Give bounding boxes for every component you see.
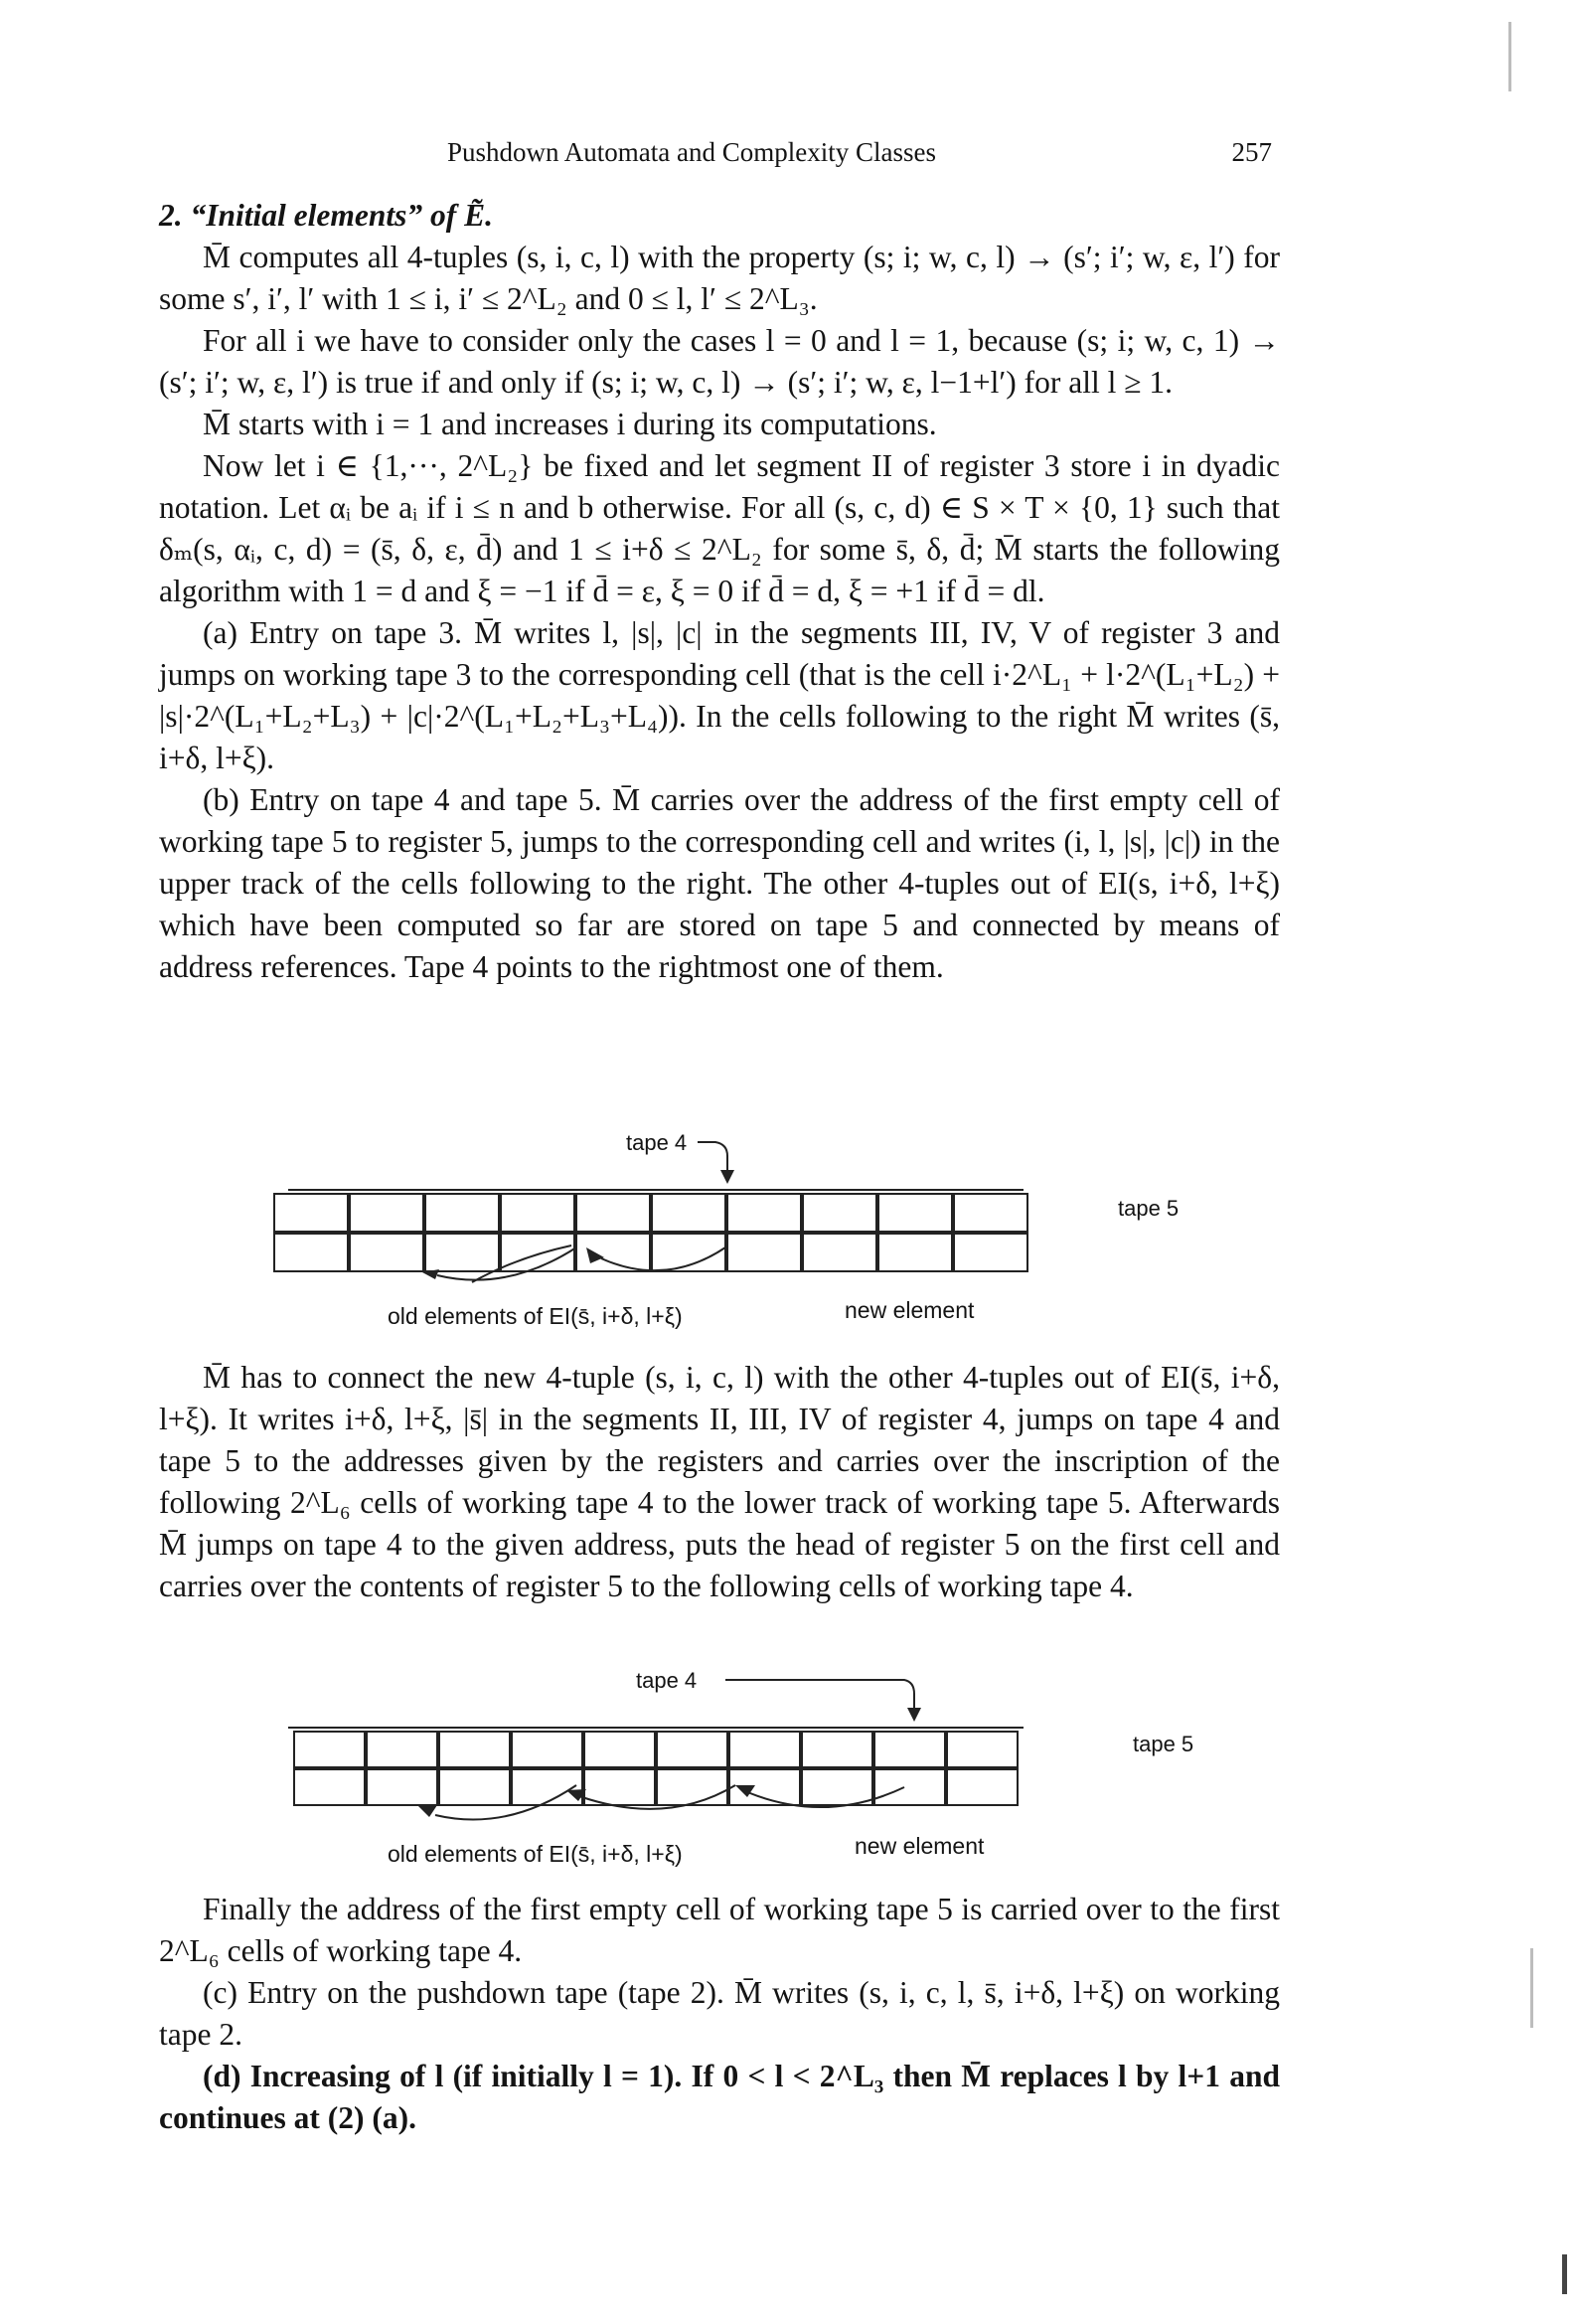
tape5-label: tape 5 (1133, 1732, 1194, 1756)
tape-cell (583, 1731, 656, 1768)
text-block-1 (159, 195, 1280, 988)
scan-edge-mark (1562, 2254, 1567, 2294)
tape-cell (500, 1233, 575, 1272)
tape-cell (366, 1731, 438, 1768)
tape-cell (349, 1193, 424, 1233)
scan-edge-mark (1508, 22, 1511, 91)
text-block-3 (159, 1889, 1280, 2139)
tape-cell (424, 1193, 500, 1233)
tape-cell (801, 1731, 873, 1768)
tape-cell (293, 1731, 366, 1768)
paragraph: Now let i ∈ {1,···, 2^L₂} be fixed and let segment II of register 3 store i in dyadic notation. Let αᵢ be aᵢ if i ≤ n and b otherwise. For all (s, c, d) ∈ S × T × {0, 1} such that δₘ(s, αᵢ, c, d) = (s̄, δ, ε, d̄) and 1 ≤ i+δ ≤ 2^L₂ for some s̄, δ, d̄; M̄ starts the following algorithm with 1 = d and ξ = −1 if d̄ = ε, ξ = 0 if d̄ = d, ξ = +1 if d̄ = dl. (159, 448, 1280, 608)
running-title: Pushdown Automata and Complexity Classes (447, 137, 936, 167)
paragraph: (a) Entry on tape 3. M̄ writes l, |s|, |c| in the segments III, IV, V of register 3 and jumps on working tape 3 to the corresponding cell (that is the cell i·2^L₁ + l·2^(L₁+L₂) + |s|·2^(L₁+L₂+L₃) + |c|·2^(L₁+L₂+L₃+L₄)). In the cells following to the right M̄ writes (s̄, i+δ, l+ξ). (159, 615, 1280, 775)
tape-cell (877, 1193, 953, 1233)
tape4-label: tape 4 (636, 1668, 698, 1693)
tape-cell (500, 1193, 575, 1233)
tape-cell (728, 1768, 801, 1806)
tape-cell (728, 1731, 801, 1768)
section-heading: 2. “Initial elements” of Ẽ. (159, 198, 494, 233)
tape-cell (583, 1768, 656, 1806)
paragraph: M̄ computes all 4-tuples (s, i, c, l) with the property (s; i; w, c, l) → (s′; i′; w, ε, l′) for some s′, i′, l′ with 1 ≤ i, i′ ≤ 2^L₂ and 0 ≤ l, l′ ≤ 2^L₃. (159, 240, 1280, 316)
paragraph: For all i we have to consider only the cases l = 0 and l = 1, because (s; i; w, c, 1) → (s′; i′; w, ε, l′) is true if and only if (s; i; w, c, l) → (s′; i′; w, ε, l−1+l′) for all l ≥ 1. (159, 323, 1280, 400)
new-element-caption: new element (855, 1833, 985, 1859)
paragraph: M̄ has to connect the new 4-tuple (s, i, c, l) with the other 4-tuples out of EI(s̄, i+δ, l+ξ). It writes i+δ, l+ξ, |s̄| in the segments II, III, IV of register 4, jumps on tape 4 and tape 5 to the addresses given by the registers and carries over the inscription of the following 2^L₆ cells of working tape 4 to the lower track of working tape 5. Afterwards M̄ jumps on tape 4 to the given address, puts the head of register 5 on the first cell and carries over the contents of register 5 to the following cells of working tape 4. (159, 1360, 1280, 1603)
tape-cell (802, 1233, 877, 1272)
tape-5-grid (273, 1193, 1028, 1272)
paragraph: (c) Entry on the pushdown tape (tape 2). M̄ writes (s, i, c, l, s̄, i+δ, l+ξ) on working tape 2. (159, 1975, 1280, 2052)
tape-cell (424, 1233, 500, 1272)
paragraph: (d) Increasing of l (if initially l = 1). If 0 < l < 2^L₃ then M̄ replaces l by l+1 and continues at (2) (a). (159, 2059, 1280, 2135)
tape-cell (946, 1768, 1019, 1806)
tape-cell (726, 1233, 802, 1272)
tape-cell (575, 1233, 651, 1272)
tape4-label: tape 4 (626, 1130, 688, 1155)
tape-cell (656, 1731, 728, 1768)
tape-cell (293, 1768, 366, 1806)
tape-cell (946, 1731, 1019, 1768)
tape-cell (873, 1768, 946, 1806)
tape-cell (438, 1768, 511, 1806)
tape-cell (273, 1193, 349, 1233)
new-element-caption: new element (845, 1297, 975, 1323)
tape-cell (511, 1768, 583, 1806)
tape-cell (953, 1193, 1028, 1233)
tape-cell (801, 1768, 873, 1806)
tape-cell (877, 1233, 953, 1272)
tape-cell (873, 1731, 946, 1768)
figure-1 (268, 1118, 1222, 1337)
tape-cell (651, 1233, 726, 1272)
tape-cell (273, 1233, 349, 1272)
tape-cell (726, 1193, 802, 1233)
old-elements-caption: old elements of EI(s̄, i+δ, l+ξ) (388, 1303, 683, 1329)
old-elements-caption: old elements of EI(s̄, i+δ, l+ξ) (388, 1841, 683, 1867)
tape-cell (953, 1233, 1028, 1272)
tape-cell (511, 1731, 583, 1768)
tape-cell (438, 1731, 511, 1768)
tape-cell (802, 1193, 877, 1233)
paragraph: M̄ starts with i = 1 and increases i during its computations. (203, 407, 937, 441)
tape-cell (656, 1768, 728, 1806)
tape5-label: tape 5 (1118, 1196, 1180, 1221)
tape-cell (366, 1768, 438, 1806)
paragraph: (b) Entry on tape 4 and tape 5. M̄ carries over the address of the first empty cell of working tape 5 to register 5, jumps to the corresponding cell and writes (i, l, |s|, |c|) in the upper track of the cells following to the right. The other 4-tuples out of EI(s, i+δ, l+ξ) which have been computed so far are stored on tape 5 and connected by means of address references. Tape 4 points to the rightmost one of them. (159, 782, 1280, 984)
page-number: 257 (1231, 137, 1272, 167)
tape-cell (349, 1233, 424, 1272)
tape-cell (651, 1193, 726, 1233)
figure-2 (268, 1658, 1222, 1877)
scan-edge-mark (1530, 1948, 1533, 2028)
tape-cell (575, 1193, 651, 1233)
text-block-2 (159, 1357, 1280, 1607)
paragraph: Finally the address of the first empty cell of working tape 5 is carried over to the first 2^L₆ cells of working tape 4. (159, 1892, 1280, 1968)
tape-5-grid (293, 1731, 1019, 1806)
